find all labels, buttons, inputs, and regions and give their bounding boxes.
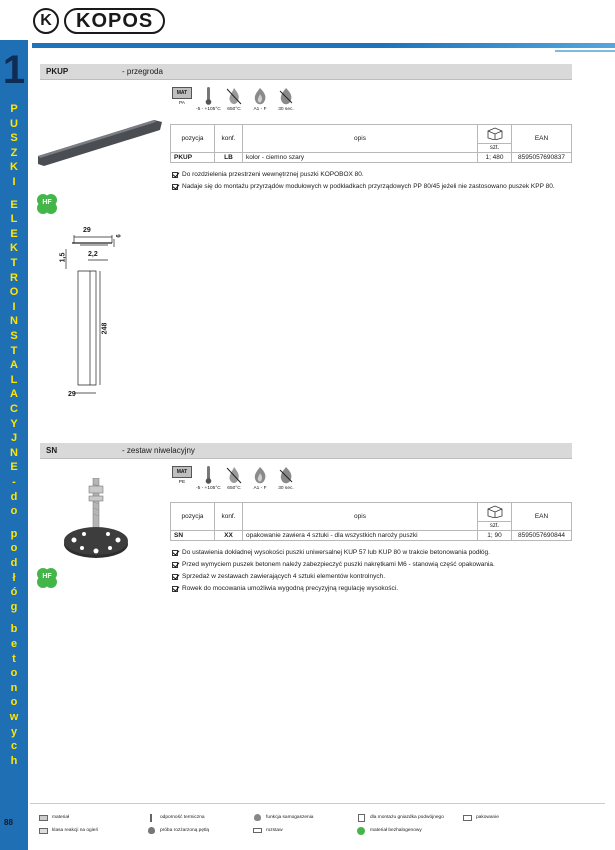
sidebar-letter: c xyxy=(10,740,18,753)
box-icon xyxy=(486,126,504,140)
legend-item: materiał xyxy=(38,814,69,821)
sidebar-letter: S xyxy=(10,330,18,342)
col-pozycja: pozycja xyxy=(171,503,215,531)
flame-icon xyxy=(252,466,268,484)
sidebar-letter: K xyxy=(10,242,18,255)
bullet-list-sn xyxy=(172,547,495,595)
sidebar-letter: E xyxy=(10,461,18,474)
spec-thermal: -5 - +105°C xyxy=(196,87,220,112)
dim-248: 248 xyxy=(101,322,109,335)
sidebar-letter: O xyxy=(9,286,19,299)
legend-item: materiał bezhalogenowy xyxy=(356,827,422,834)
sidebar-letter: ł xyxy=(12,571,16,584)
sidebar-letter: o xyxy=(10,542,18,555)
chapter-number: 1 xyxy=(2,48,26,92)
list-item: Nadaje się do montażu przyrządów modułowych w podkładkach przyrządowych PP 80/45 jeżeli nie zastosowano puszek KPP 80. xyxy=(172,181,555,193)
spec-glow-wire: 30 sec. xyxy=(274,87,298,112)
sidebar-letter: L xyxy=(10,373,18,386)
glow-wire-icon xyxy=(278,87,294,105)
check-icon xyxy=(172,184,178,190)
brand-logo xyxy=(33,8,165,34)
sidebar-letter: T xyxy=(10,344,18,357)
box-icon xyxy=(486,504,504,518)
fire-resistance-icon xyxy=(226,466,242,484)
legend-item: próba rozżarzoną pętlą xyxy=(146,827,209,834)
list-item: Sprzedaż w zestawach zawierających 4 sztuki elementów kontrolnych. xyxy=(172,571,495,583)
spec-flame: A1 - F xyxy=(248,466,272,491)
sidebar-letter: T xyxy=(10,257,18,269)
sidebar-letter: h xyxy=(10,754,18,767)
list-item: Do rozdzielenia przestrzeni wewnętrznej puszki KOPOBOX 80. xyxy=(172,169,555,181)
fire-reaction-icon xyxy=(38,827,48,834)
product-table-sn xyxy=(170,502,572,541)
col-pozycja: pozycja xyxy=(171,125,215,153)
sidebar-letter: g xyxy=(10,600,18,613)
sidebar-letter: p xyxy=(10,527,18,540)
dim-15: 1,5 xyxy=(59,252,67,263)
floor-mount-icon xyxy=(356,814,366,821)
fire-resistance-icon xyxy=(226,87,242,105)
col-szt: szt. xyxy=(478,144,512,153)
dim-22: 2,2 xyxy=(88,251,98,258)
sidebar-letter: I xyxy=(12,300,16,313)
footer-divider xyxy=(30,803,605,804)
packaging-icon xyxy=(462,814,472,821)
self-extinguish-icon xyxy=(252,814,262,821)
usage-icon xyxy=(252,827,262,834)
sidebar-letter: w xyxy=(9,711,19,723)
sidebar-letter: o xyxy=(10,667,18,680)
sidebar-letter: b xyxy=(10,623,18,636)
halogen-free-badge: HF xyxy=(36,193,58,215)
bullet-list-pkup xyxy=(172,169,555,193)
spec-fire: 650°C xyxy=(222,87,246,112)
thermometer-icon xyxy=(204,466,212,484)
sidebar-letter: ó xyxy=(10,586,18,599)
spec-icons-pkup xyxy=(170,87,300,112)
spec-thermal: -5 - +105°C xyxy=(196,466,220,491)
check-icon xyxy=(172,172,178,178)
glow-wire-icon xyxy=(278,466,294,484)
legend-item: klasa reakcji na ogień xyxy=(38,827,98,834)
product-image-pkup xyxy=(34,112,164,174)
section-header-sn xyxy=(40,443,572,459)
legend-item: odporność termiczna xyxy=(146,814,205,821)
check-icon xyxy=(172,574,178,580)
spec-glow-wire: 30 sec. xyxy=(274,466,298,491)
spec-icons-sn xyxy=(170,466,300,491)
mat-icon: MAT xyxy=(172,87,192,99)
section-code: SN xyxy=(46,446,58,455)
table-row: SN XX opakowanie zawiera 4 sztuki - dla wszystkich naroży puszki 1; 90 8595057690844 xyxy=(171,531,572,541)
sidebar-letter: N xyxy=(10,446,18,459)
sidebar-letter: A xyxy=(10,359,18,372)
sidebar-letter: K xyxy=(10,161,18,174)
section-title: - zestaw niwelacyjny xyxy=(122,446,195,455)
sidebar-letter: E xyxy=(10,227,18,240)
sidebar-letter: Z xyxy=(10,146,18,159)
sidebar-letter: U xyxy=(10,117,18,130)
sidebar-letter: A xyxy=(10,388,18,401)
sidebar-letter: - xyxy=(12,476,16,488)
col-package xyxy=(478,503,512,522)
brand-name: KOPOS xyxy=(64,8,165,34)
spec-fire: 650°C xyxy=(222,466,246,491)
check-icon xyxy=(172,586,178,592)
col-konf: konf. xyxy=(215,125,243,153)
sidebar-letter: o xyxy=(10,505,18,518)
section-code: PKUP xyxy=(46,67,69,76)
glow-wire-test-icon xyxy=(146,827,156,834)
sidebar-letter: C xyxy=(10,403,18,415)
dim-6: 6 xyxy=(116,234,123,238)
col-konf: konf. xyxy=(215,503,243,531)
legend-item: dla montażu gniazdka podwójnego xyxy=(356,814,444,821)
check-icon xyxy=(172,550,178,556)
col-ean: EAN xyxy=(512,125,572,153)
sidebar-letter: n xyxy=(10,681,18,694)
legend-item: rozstaw xyxy=(252,827,283,834)
material-icon xyxy=(38,814,48,821)
logo-mark-icon: K xyxy=(33,8,59,34)
section-title: - przegroda xyxy=(122,67,163,76)
product-table-pkup xyxy=(170,124,572,163)
halogen-free-badge: HF xyxy=(36,567,58,589)
col-ean: EAN xyxy=(512,503,572,531)
sidebar-letter: e xyxy=(10,638,18,650)
col-opis: opis xyxy=(243,503,478,531)
sidebar-letter: t xyxy=(12,652,16,665)
spec-flame: A1 - F xyxy=(248,87,272,112)
dim-top: 29 xyxy=(83,227,91,234)
sidebar-letter: I xyxy=(12,176,16,188)
thermometer-icon xyxy=(204,87,212,105)
col-opis: opis xyxy=(243,125,478,153)
sidebar-letter: Y xyxy=(10,417,18,430)
flame-icon xyxy=(252,87,268,105)
sidebar-letter: y xyxy=(10,725,18,738)
legend-item: funkcja samogaszenia xyxy=(252,814,313,821)
sidebar-letter: R xyxy=(10,271,18,284)
section-header-pkup xyxy=(40,64,572,80)
legend-item: pakowanie xyxy=(462,814,499,821)
product-image-sn xyxy=(60,478,130,568)
list-item: Do ustawienia dokładnej wysokości puszki uniwersalnej KUP 57 lub KUP 80 w trakcie betonowania podłóg. xyxy=(172,547,495,559)
table-row: PKUP LB kolor - ciemno szary 1; 480 8595057690837 xyxy=(171,153,572,163)
list-item: Rowek do mocowania umożliwia wygodną precyzyjną regulację wysokości. xyxy=(172,583,495,595)
header-accent-line xyxy=(555,50,615,52)
thermal-resistance-icon xyxy=(146,814,156,821)
sidebar-letter: L xyxy=(10,213,18,226)
list-item: Przed wymyciem puszek betonem należy zabezpieczyć puszki nakrętkami M6 - stanowią część opakowania. xyxy=(172,559,495,571)
sidebar-letter: o xyxy=(10,696,18,709)
sidebar-letter: P xyxy=(10,103,18,115)
dim-bottom: 29 xyxy=(68,391,76,398)
sidebar-letter: d xyxy=(10,490,18,503)
sidebar-letter: E xyxy=(10,198,18,211)
spec-material: MAT PA xyxy=(170,87,194,112)
sidebar-letter: S xyxy=(10,132,18,145)
check-icon xyxy=(172,562,178,568)
spec-material: MAT PE xyxy=(170,466,194,491)
sidebar-letter: N xyxy=(10,315,18,328)
col-szt: szt. xyxy=(478,522,512,531)
col-package xyxy=(478,125,512,144)
mat-icon: MAT xyxy=(172,466,192,478)
halogen-free-icon xyxy=(356,827,366,834)
sidebar-letter: J xyxy=(10,432,18,445)
page-number: 88 xyxy=(4,818,13,827)
header-divider xyxy=(32,43,615,48)
sidebar-letter: d xyxy=(10,557,18,569)
